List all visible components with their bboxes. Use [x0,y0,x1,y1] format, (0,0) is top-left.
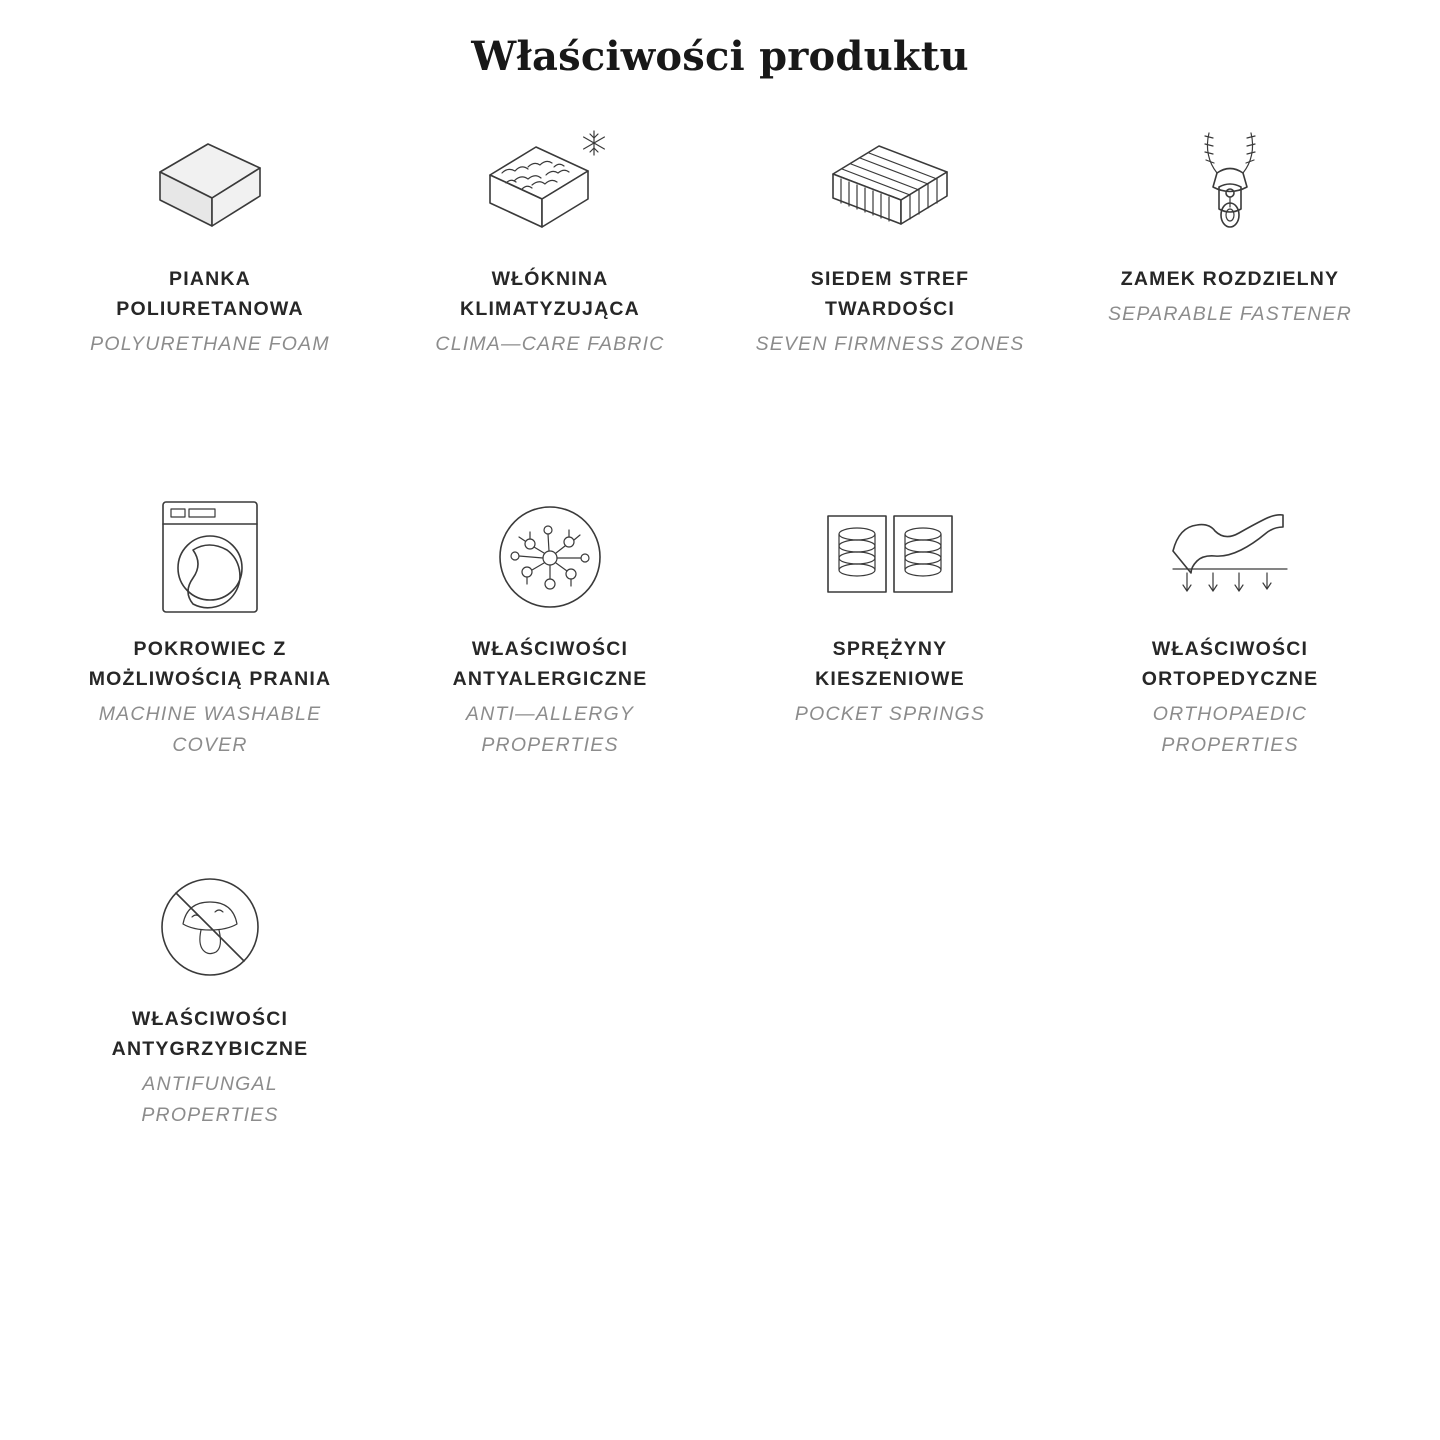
feature-label-en: ORTHOPAEDIC PROPERTIES [1152,703,1308,756]
washing-machine-icon [145,492,275,622]
feature-label-pl: PIANKA POLIURETANOWA [116,268,304,321]
feature-label-en: CLIMA—CARE FABRIC [435,333,665,356]
feature-label-en: ANTIFUNGAL PROPERTIES [141,1073,279,1126]
feature-item [40,492,380,862]
seven-firmness-zones-icon [815,122,965,252]
feature-item [720,122,1060,492]
feature-item [720,492,1060,862]
antifungal-icon [145,862,275,992]
pocket-springs-icon [810,492,970,622]
feature-label-pl: POKROWIEC Z MOŻLIWOŚCIĄ PRANIA [88,638,332,691]
feature-label-pl: WŁAŚCIWOŚCI ANTYALERGICZNE [452,638,648,691]
feature-item [1060,492,1400,862]
feature-labels [1095,264,1365,329]
feature-label-en: POLYURETHANE FOAM [90,333,330,356]
orthopaedic-spine-icon [1155,492,1305,622]
feature-labels [415,634,685,760]
feature-label-pl: ZAMEK ROZDZIELNY [1120,268,1340,290]
feature-labels [755,634,1025,730]
feature-label-en: SEPARABLE FASTENER [1107,303,1353,326]
page-title: Właściwości produktu [471,33,969,80]
clima-care-fabric-icon [470,122,630,252]
feature-labels [415,264,685,360]
feature-item [40,862,380,1232]
feature-item [380,122,720,492]
features-grid [0,122,1440,1232]
feature-item [40,122,380,492]
anti-allergy-icon [485,492,615,622]
feature-label-en: ANTI—ALLERGY PROPERTIES [465,703,635,756]
feature-labels [1095,634,1365,760]
feature-label-en: POCKET SPRINGS [794,703,986,726]
feature-labels [75,634,345,760]
feature-label-pl: SIEDEM STREF TWARDOŚCI [810,268,970,321]
feature-label-pl: WŁAŚCIWOŚCI ANTYGRZYBICZNE [111,1008,309,1061]
feature-labels [75,1004,345,1130]
feature-label-pl: WŁAŚCIWOŚCI ORTOPEDYCZNE [1141,638,1319,691]
feature-label-pl: SPRĘŻYNY KIESZENIOWE [815,638,965,691]
feature-item [1060,122,1400,492]
feature-labels [755,264,1025,360]
feature-label-en: SEVEN FIRMNESS ZONES [755,333,1025,356]
feature-label-pl: WŁÓKNINA KLIMATYZUJĄCA [460,268,640,321]
feature-item [380,492,720,862]
foam-block-icon [140,122,280,252]
feature-labels [75,264,345,360]
feature-label-en: MACHINE WASHABLE COVER [98,703,322,756]
zipper-icon [1175,122,1285,252]
